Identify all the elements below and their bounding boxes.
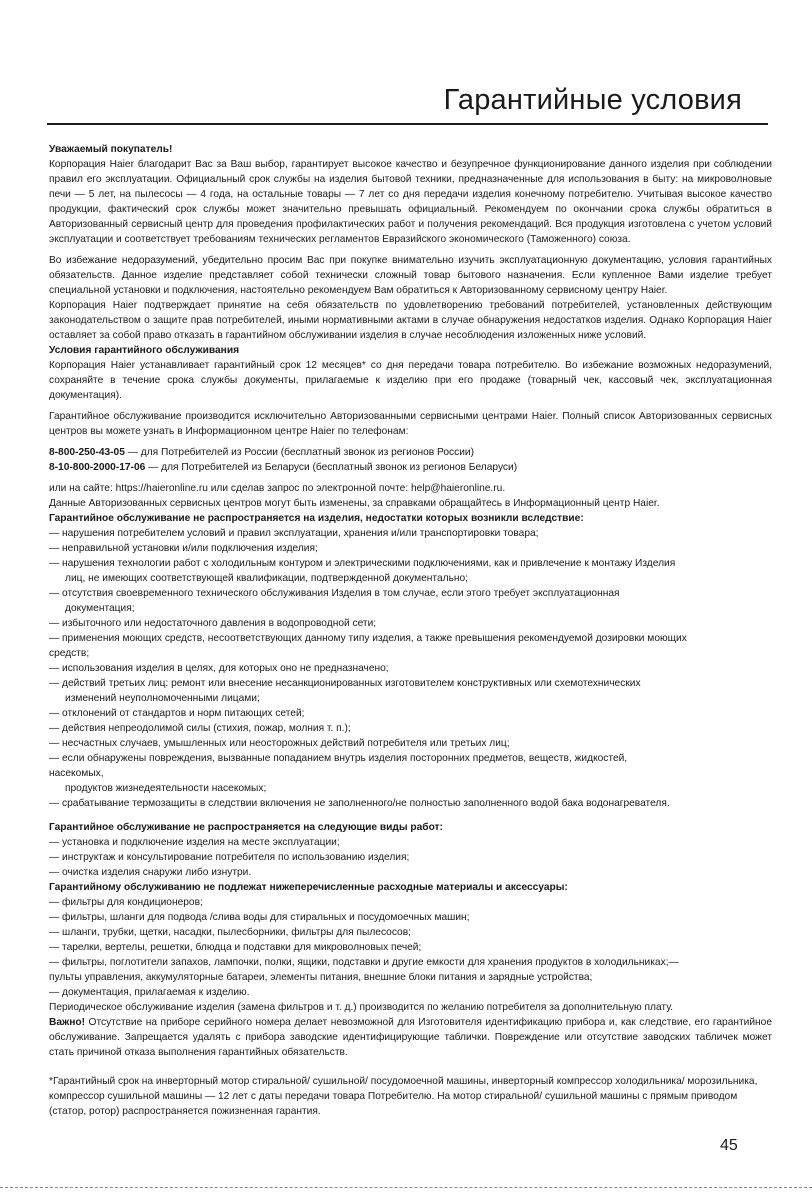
list-item: — несчастных случаев, умышленных или неосторожных действий потребителя или третьих лиц; — [49, 738, 510, 749]
phone-description: — для Потребителей из Беларуси (бесплатный звонок из регионов Беларуси) — [145, 462, 518, 473]
list-item: лиц, не имеющих соответствующей квалификации, подтвержденной документально; — [65, 573, 469, 584]
list-item: — установка и подключение изделия на месте эксплуатации; — [49, 837, 340, 848]
warranty-paragraph: Корпорация Haier устанавливает гарантийный срок 12 месяцев* со дня передачи товара потребителю. Во избежание возможных недоразумений, сохраняйте в течение срока службы документы, прилагаемые к изделию при его продаже (товарный чек, кассовый чек, эксплуатационная документация). — [49, 360, 772, 401]
page-number: 45 — [720, 1137, 738, 1154]
intro-paragraph-3: Корпорация Haier подтверждает принятие на себя обязательств по удовлетворению требований потребителей, установленных действующим законодательством о защите прав потребителей, иными нормативными актами в случае обнаружения недостатков изделия. Однако Корпорация Haier оставляет за собой право отказать в гарантийном обслуживании изделия в случае несоблюдения изложенных ниже условий. — [49, 300, 772, 341]
list-item: — очистка изделия снаружи либо изнутри. — [49, 867, 252, 878]
service-paragraph: Гарантийное обслуживание производится исключительно Авторизованными сервисными центрами Haier. Полный список Авторизованных сервисных центров вы можете узнать в Информационном центре Haier по телефонам: — [49, 411, 772, 437]
works-heading: Гарантийное обслуживание не распространяется на следующие виды работ: — [49, 822, 443, 833]
list-item: — шланги, трубки, щетки, насадки, пылесборники, фильтры для пылесосов; — [49, 927, 411, 938]
phone-number[interactable]: 8-10-800-2000-17-06 — [49, 462, 146, 473]
bottom-divider — [0, 1187, 812, 1188]
warranty-heading: Условия гарантийного обслуживания — [49, 345, 240, 356]
list-item: изменений неуполномоченными лицами; — [65, 693, 260, 704]
exclusions-heading: Гарантийное обслуживание не распространяется на изделия, недостатки которых возникли вследствие: — [49, 513, 584, 524]
list-item: — неправильной установки и/или подключения изделия; — [49, 543, 318, 554]
list-item: — отклонений от стандартов и норм питающих сетей; — [49, 708, 305, 719]
list-item: — фильтры для кондиционеров; — [49, 897, 203, 908]
list-item: — применения моющих средств, несоответствующих данному типу изделия, а также превышения рекомендуемой дозировки моющих — [49, 633, 687, 644]
footnote: *Гарантийный срок на инверторный мотор стиральной/ сушильной/ посудомоечной машины, инверторный компрессор холодильника/ морозильника, компрессор сушильной машины — 12 лет с даты передачи товара Потребителю. На мотор стиральной/ сушильной машины с прямым приводом (статор, ротор) распространяется пожизненная гарантия. — [49, 1076, 758, 1117]
list-item: — фильтры, шланги для подвода /слива воды для стиральных и посудомоечных машин; — [49, 912, 470, 923]
data-line: Данные Авторизованных сервисных центров могут быть изменены, за справками обращайтесь в Информационный центр Haier. — [49, 498, 660, 509]
list-item: — фильтры, поглотители запахов, лампочки, полки, ящики, подставки и другие емкости для хранения продуктов в холодильниках;— — [49, 957, 679, 968]
list-item: — инструктаж и консультирование потребителя по использованию изделия; — [49, 852, 410, 863]
phone-description: — для Потребителей из России (бесплатный звонок из регионов России) — [124, 447, 475, 458]
page-title: Гарантийные условия — [443, 84, 742, 116]
intro-paragraph-2: Во избежание недоразумений, убедительно просим Вас при покупке внимательно изучить эксплуатационную документацию, условия гарантийных обязательств. Данное изделие представляет собой технически сложный товар бытового назначения. Если купленное Вами изделие требует специальной установки и подключения, настоятельно рекомендуем Вам обратиться к Авторизованному сервисному центру Haier. — [49, 255, 772, 296]
list-item: — действия непреодолимой силы (стихия, пожар, молния т. п.); — [49, 723, 351, 734]
list-item: средств; — [49, 648, 90, 659]
list-item: продуктов жизнедеятельности насекомых; — [65, 783, 267, 794]
important-note — [49, 1015, 772, 1060]
intro-paragraph-1: Корпорация Haier благодарит Вас за Ваш выбор, гарантирует высокое качество и безупречное функционирование данного изделия при соблюдении правил его эксплуатации. Официальный срок службы на изделия бытовой техники, предназначенные для использования в быту: на микроволновые печи — 5 лет, на пылесосы — 4 года, на остальные товары — 7 лет со дня передачи изделия конечному потребителю. Учитывая высокое качество продукции, фактический срок службы может значительно превышать официальный. Рекомендуем по окончании срока службы обратиться в Авторизованный сервисный центр для проведения профилактических работ и получения рекомендаций. Вся продукция изготовлена с учетом условий эксплуатации и соответствует требованиям технических регламентов Евразийского экономического (Таможенного) союза. — [49, 159, 772, 245]
greeting: Уважаемый покупатель! — [49, 144, 173, 155]
important-label: Важно! — [49, 1017, 86, 1028]
website-line: или на сайте: https://haieronline.ru или сделав запрос по электронной почте: help@haieronline.ru. — [49, 483, 506, 494]
phone-number[interactable]: 8-800-250-43-05 — [49, 447, 125, 458]
periodic-service-note: Периодическое обслуживание изделия (замена фильтров и т. д.) производится по желанию потребителя за дополнительную плату. — [49, 1002, 674, 1013]
phone-belarus — [49, 460, 772, 475]
list-item: — нарушения технологии работ с холодильным контуром и электрическими подключениями, как и привлечение к монтажу Изделия — [49, 558, 676, 569]
document-body — [49, 142, 772, 1119]
list-item: документация; — [65, 603, 135, 614]
phone-russia — [49, 445, 772, 460]
list-item: — отсутствия своевременного технического обслуживания Изделия в том случае, если этого требует эксплуатационная — [49, 588, 620, 599]
list-item: пульты управления, аккумуляторные батареи, элементы питания, внешние блоки питания и зарядные устройства; — [49, 972, 593, 983]
list-item: — срабатывание термозащиты в следствии включения не заполненного/не полностью заполненного водой бака водонагревателя. — [49, 798, 670, 809]
list-item: — тарелки, вертелы, решетки, блюдца и подставки для микроволновых печей; — [49, 942, 422, 953]
list-item: — документация, прилагаемая к изделию. — [49, 987, 250, 998]
important-text: Отсутствие на приборе серийного номера делает невозможной для Изготовителя идентификацию прибора и, как следствие, его гарантийное обслуживание. Запрещается удалять с прибора заводские идентифицирующие таблички. Повреждение или отсутствие заводских табличек может стать причиной отказа выполнения гарантийных обязательств. — [49, 1017, 772, 1058]
list-item: — нарушения потребителем условий и правил эксплуатации, хранения и/или транспортировки товара; — [49, 528, 539, 539]
title-divider — [47, 123, 768, 125]
list-item: — если обнаружены повреждения, вызванные попаданием внутрь изделия посторонних предметов, веществ, жидкостей, — [49, 753, 628, 764]
list-item: — действий третьих лиц: ремонт или внесение несанкционированных изготовителем конструктивных или схемотехнических — [49, 678, 641, 689]
list-item: насекомых, — [49, 768, 104, 779]
list-item: — использования изделия в целях, для которых оно не предназначено; — [49, 663, 389, 674]
list-item: — избыточного или недостаточного давления в водопроводной сети; — [49, 618, 377, 629]
consumables-heading: Гарантийному обслуживанию не подлежат нижеперечисленные расходные материалы и аксессуары: — [49, 882, 568, 893]
